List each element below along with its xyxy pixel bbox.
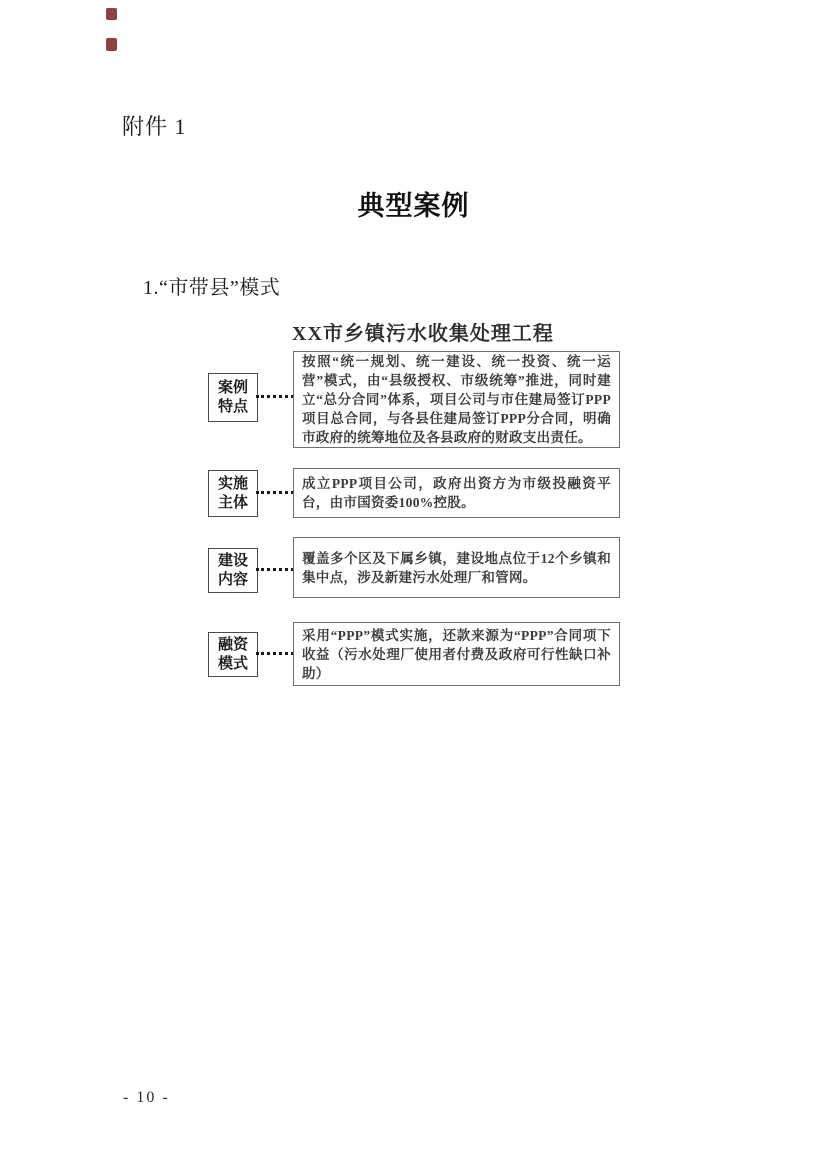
row-label-financing-model (208, 632, 258, 677)
row-label-line1: 案例 (217, 379, 248, 396)
dotted-connector (256, 568, 294, 571)
row-label-line2: 主体 (217, 494, 248, 511)
dotted-connector (256, 395, 294, 398)
row-content-text: 成立PPP项目公司，政府出资方为市级投融资平台，由市国资委100%控股。 (302, 476, 611, 510)
row-content-financing-model (293, 622, 620, 686)
document-title: 典型案例 (357, 191, 470, 221)
row-label-line2: 模式 (217, 655, 248, 672)
section-heading: 1.“市带县”模式 (143, 277, 281, 299)
row-label-line2: 内容 (217, 571, 248, 588)
row-label-line1: 融资 (217, 636, 248, 653)
dotted-connector (256, 491, 294, 494)
stray-red-mark (106, 8, 117, 20)
row-label-line2: 特点 (217, 398, 248, 415)
page-number: - 10 - (123, 1089, 170, 1106)
row-content-text: 采用“PPP”模式实施，还款来源为“PPP”合同项下收益（污水处理厂使用者付费及政府可行性缺口补助） (302, 627, 611, 681)
row-content-case-features (293, 351, 620, 448)
stray-red-mark (106, 38, 117, 51)
dotted-connector (256, 652, 294, 655)
row-content-text: 覆盖多个区及下属乡镇，建设地点位于12个乡镇和集中点，涉及新建污水处理厂和管网。 (302, 550, 611, 585)
diagram-title: XX市乡镇污水收集处理工程 (292, 323, 554, 345)
attachment-label: 附件 1 (122, 114, 187, 139)
row-label-construction-content (208, 548, 258, 593)
row-content-implementing-entity (293, 468, 620, 518)
row-label-implementing-entity (208, 470, 258, 517)
row-label-line1: 建设 (217, 552, 248, 569)
row-label-case-features (208, 373, 258, 422)
row-label-line1: 实施 (217, 475, 248, 492)
row-content-text: 按照“统一规划、统一建设、统一投资、统一运营”模式，由“县级授权、市级统筹”推进，同时建立“总分合同”体系，项目公司与市住建局签订PPP项目总合同，与各县住建局签订PPP分合同，明确市政府的统筹地位及各县政府的财政支出责任。 (302, 354, 611, 445)
row-content-construction-content (293, 537, 620, 598)
